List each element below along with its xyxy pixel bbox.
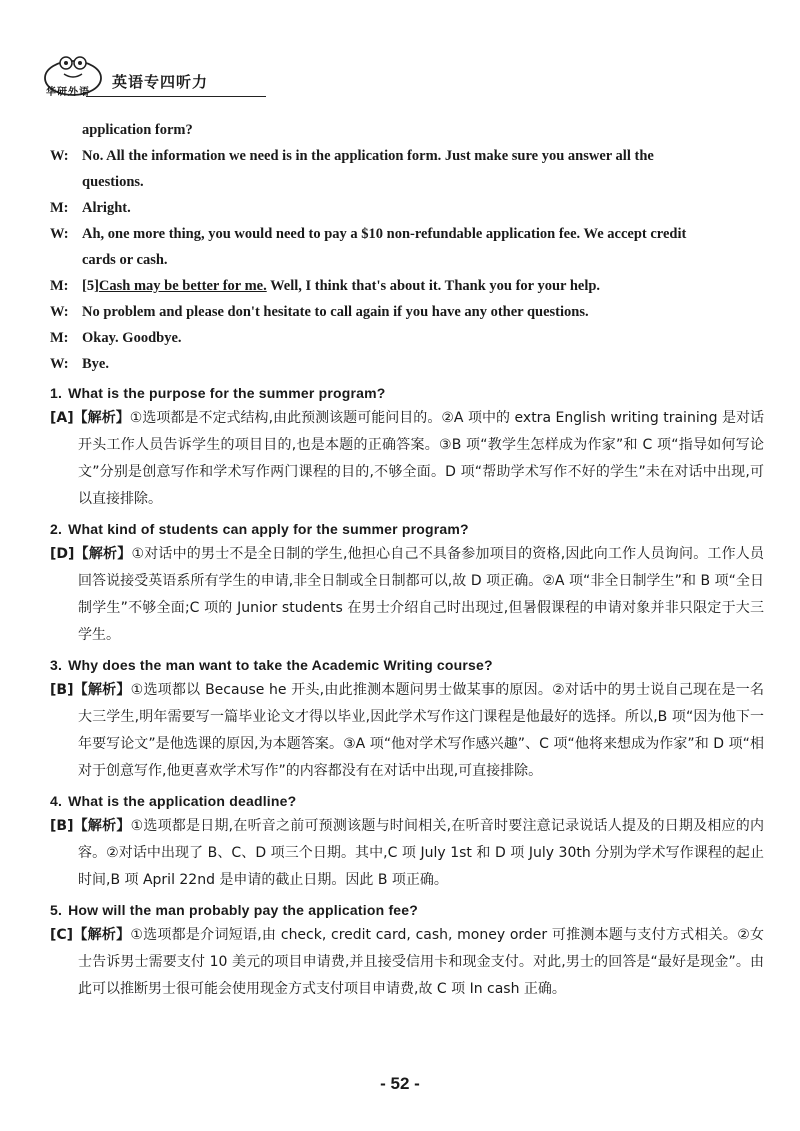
dialogue-line: [50, 325, 764, 351]
dialogue-line: [50, 351, 764, 377]
question-block: [50, 898, 764, 1003]
question-block: [50, 381, 764, 513]
question: [50, 898, 764, 922]
speaker-label: M:: [50, 200, 69, 216]
answer-explanation: [50, 813, 764, 894]
speaker-label: M:: [50, 278, 69, 294]
answer-key: [A]【解析】: [50, 410, 130, 426]
question-text: What is the application deadline?: [68, 793, 297, 809]
page-content: [50, 117, 764, 1005]
speaker-label: W:: [50, 226, 69, 242]
answer-key: [C]【解析】: [50, 927, 131, 943]
question-number: 3.: [50, 657, 63, 673]
dialogue-text: No. All the information we need is in the application form. Just make sure you answer all the: [82, 148, 654, 164]
explanation-text: ①对话中的男士不是全日制的学生,他担心自己不具备参加项目的资格,因此向工作人员询问。工作人员回答说接受英语系所有学生的申请,非全日制或全日制都可以,故 D 项正确。②A 项“非全日制学生”和 B 项“全日制学生”不够全面;C 项的 Junior students 在男士介绍自己时出现过,但暑假课程的申请对象并非只限定于大三学生。: [78, 546, 764, 643]
question-block: [50, 789, 764, 894]
answer-key: [B]【解析】: [50, 818, 131, 834]
dialogue-text-continued: cards or cash.: [82, 252, 168, 268]
answer-explanation: [50, 922, 764, 1003]
question: [50, 381, 764, 405]
dialogue-text: Well, I think that's about it. Thank you for your help.: [266, 278, 601, 294]
dialogue-continuation: application form?: [82, 122, 193, 138]
explanation-text: ①选项都是不定式结构,由此预测该题可能问目的。②A 项中的 extra English writing training 是对话开头工作人员告诉学生的项目目的,也是本题的正确答案。③B 项“教学生怎样成为作家”和 C 项“指导如何写论文”分别是创意写作和学术写作两门课程的目的,不够全面。D 项“帮助学术写作不好的学生”未在对话中出现,可以直接排除。: [78, 410, 764, 507]
question-text: What kind of students can apply for the summer program?: [68, 521, 469, 537]
question-number: 5.: [50, 902, 63, 918]
answer-explanation: [50, 405, 764, 513]
dialogue-text: Alright.: [82, 200, 131, 216]
speaker-label: W:: [50, 148, 69, 164]
dialogue-line: [50, 143, 764, 169]
question-text: How will the man probably pay the application fee?: [68, 902, 419, 918]
explanation-text: ①选项都以 Because he 开头,由此推测本题问男士做某事的原因。②对话中的男士说自己现在是一名大三学生,明年需要写一篇毕业论文才得以毕业,因此学术写作这门课程是他最好的选择。所以,B 项“因为他下一年要写论文”是他选课的原因,为本题答案。③A 项“他对学术写作感兴趣”、C 项“他将来想成为作家”和 D 项“相对于创意写作,他更喜欢学术写作”的内容都没有在对话中出现,可直接排除。: [78, 682, 764, 779]
brand-name: 华研外语: [46, 87, 90, 98]
dialogue-text: Okay. Goodbye.: [82, 330, 182, 346]
question-number: 2.: [50, 521, 63, 537]
question-number: 4.: [50, 793, 63, 809]
question: [50, 789, 764, 813]
question-text: Why does the man want to take the Academic Writing course?: [68, 657, 493, 673]
page-header: [42, 52, 342, 102]
explanation-text: ①选项都是介词短语,由 check, credit card, cash, money order 可推测本题与支付方式相关。②女士告诉男士需要支付 10 美元的项目申请费,并且接受信用卡和现金支付。对此,男士的回答是“最好是现金”。由此可以推断男士很可能会使用现金方式支付项目申请费,故 C 项 In cash 正确。: [78, 927, 764, 997]
dialogue-line: [50, 299, 764, 325]
question-number: 1.: [50, 385, 63, 401]
dialogue-line: [50, 195, 764, 221]
dialogue-text-continued: questions.: [82, 174, 144, 190]
dialogue-text: No problem and please don't hesitate to call again if you have any other questions.: [82, 304, 589, 320]
speaker-label: W:: [50, 304, 69, 320]
header-divider: [86, 96, 266, 97]
answer-explanation: [50, 677, 764, 785]
question: [50, 653, 764, 677]
speaker-label: M:: [50, 330, 69, 346]
question-text: What is the purpose for the summer program?: [68, 385, 386, 401]
question-block: [50, 517, 764, 649]
underlined-answer-text: Cash may be better for me.: [98, 278, 267, 294]
dialogue-line: [50, 221, 764, 247]
answer-explanation: [50, 541, 764, 649]
page-number: - 52 -: [380, 1074, 420, 1093]
answer-marker: [5]: [82, 278, 99, 294]
explanation-text: ①选项都是日期,在听音之前可预测该题与时间相关,在听音时要注意记录说话人提及的日期及相应的内容。②对话中出现了 B、C、D 项三个日期。其中,C 项 July 1st 和 D 项 July 30th 分别为学术写作课程的起止时间,B 项 April 22nd 是申请的截止日期。因此 B 项正确。: [78, 818, 764, 888]
question: [50, 517, 764, 541]
answer-key: [D]【解析】: [50, 546, 132, 562]
speaker-label: W:: [50, 356, 69, 372]
dialogue-text: Ah, one more thing, you would need to pay a $10 non-refundable application fee. We accept credit: [82, 226, 687, 242]
dialogue-line: [50, 273, 764, 299]
dialogue-text: Bye.: [82, 356, 109, 372]
question-block: [50, 653, 764, 785]
answer-key: [B]【解析】: [50, 682, 131, 698]
book-title: 英语专四听力: [112, 73, 209, 91]
